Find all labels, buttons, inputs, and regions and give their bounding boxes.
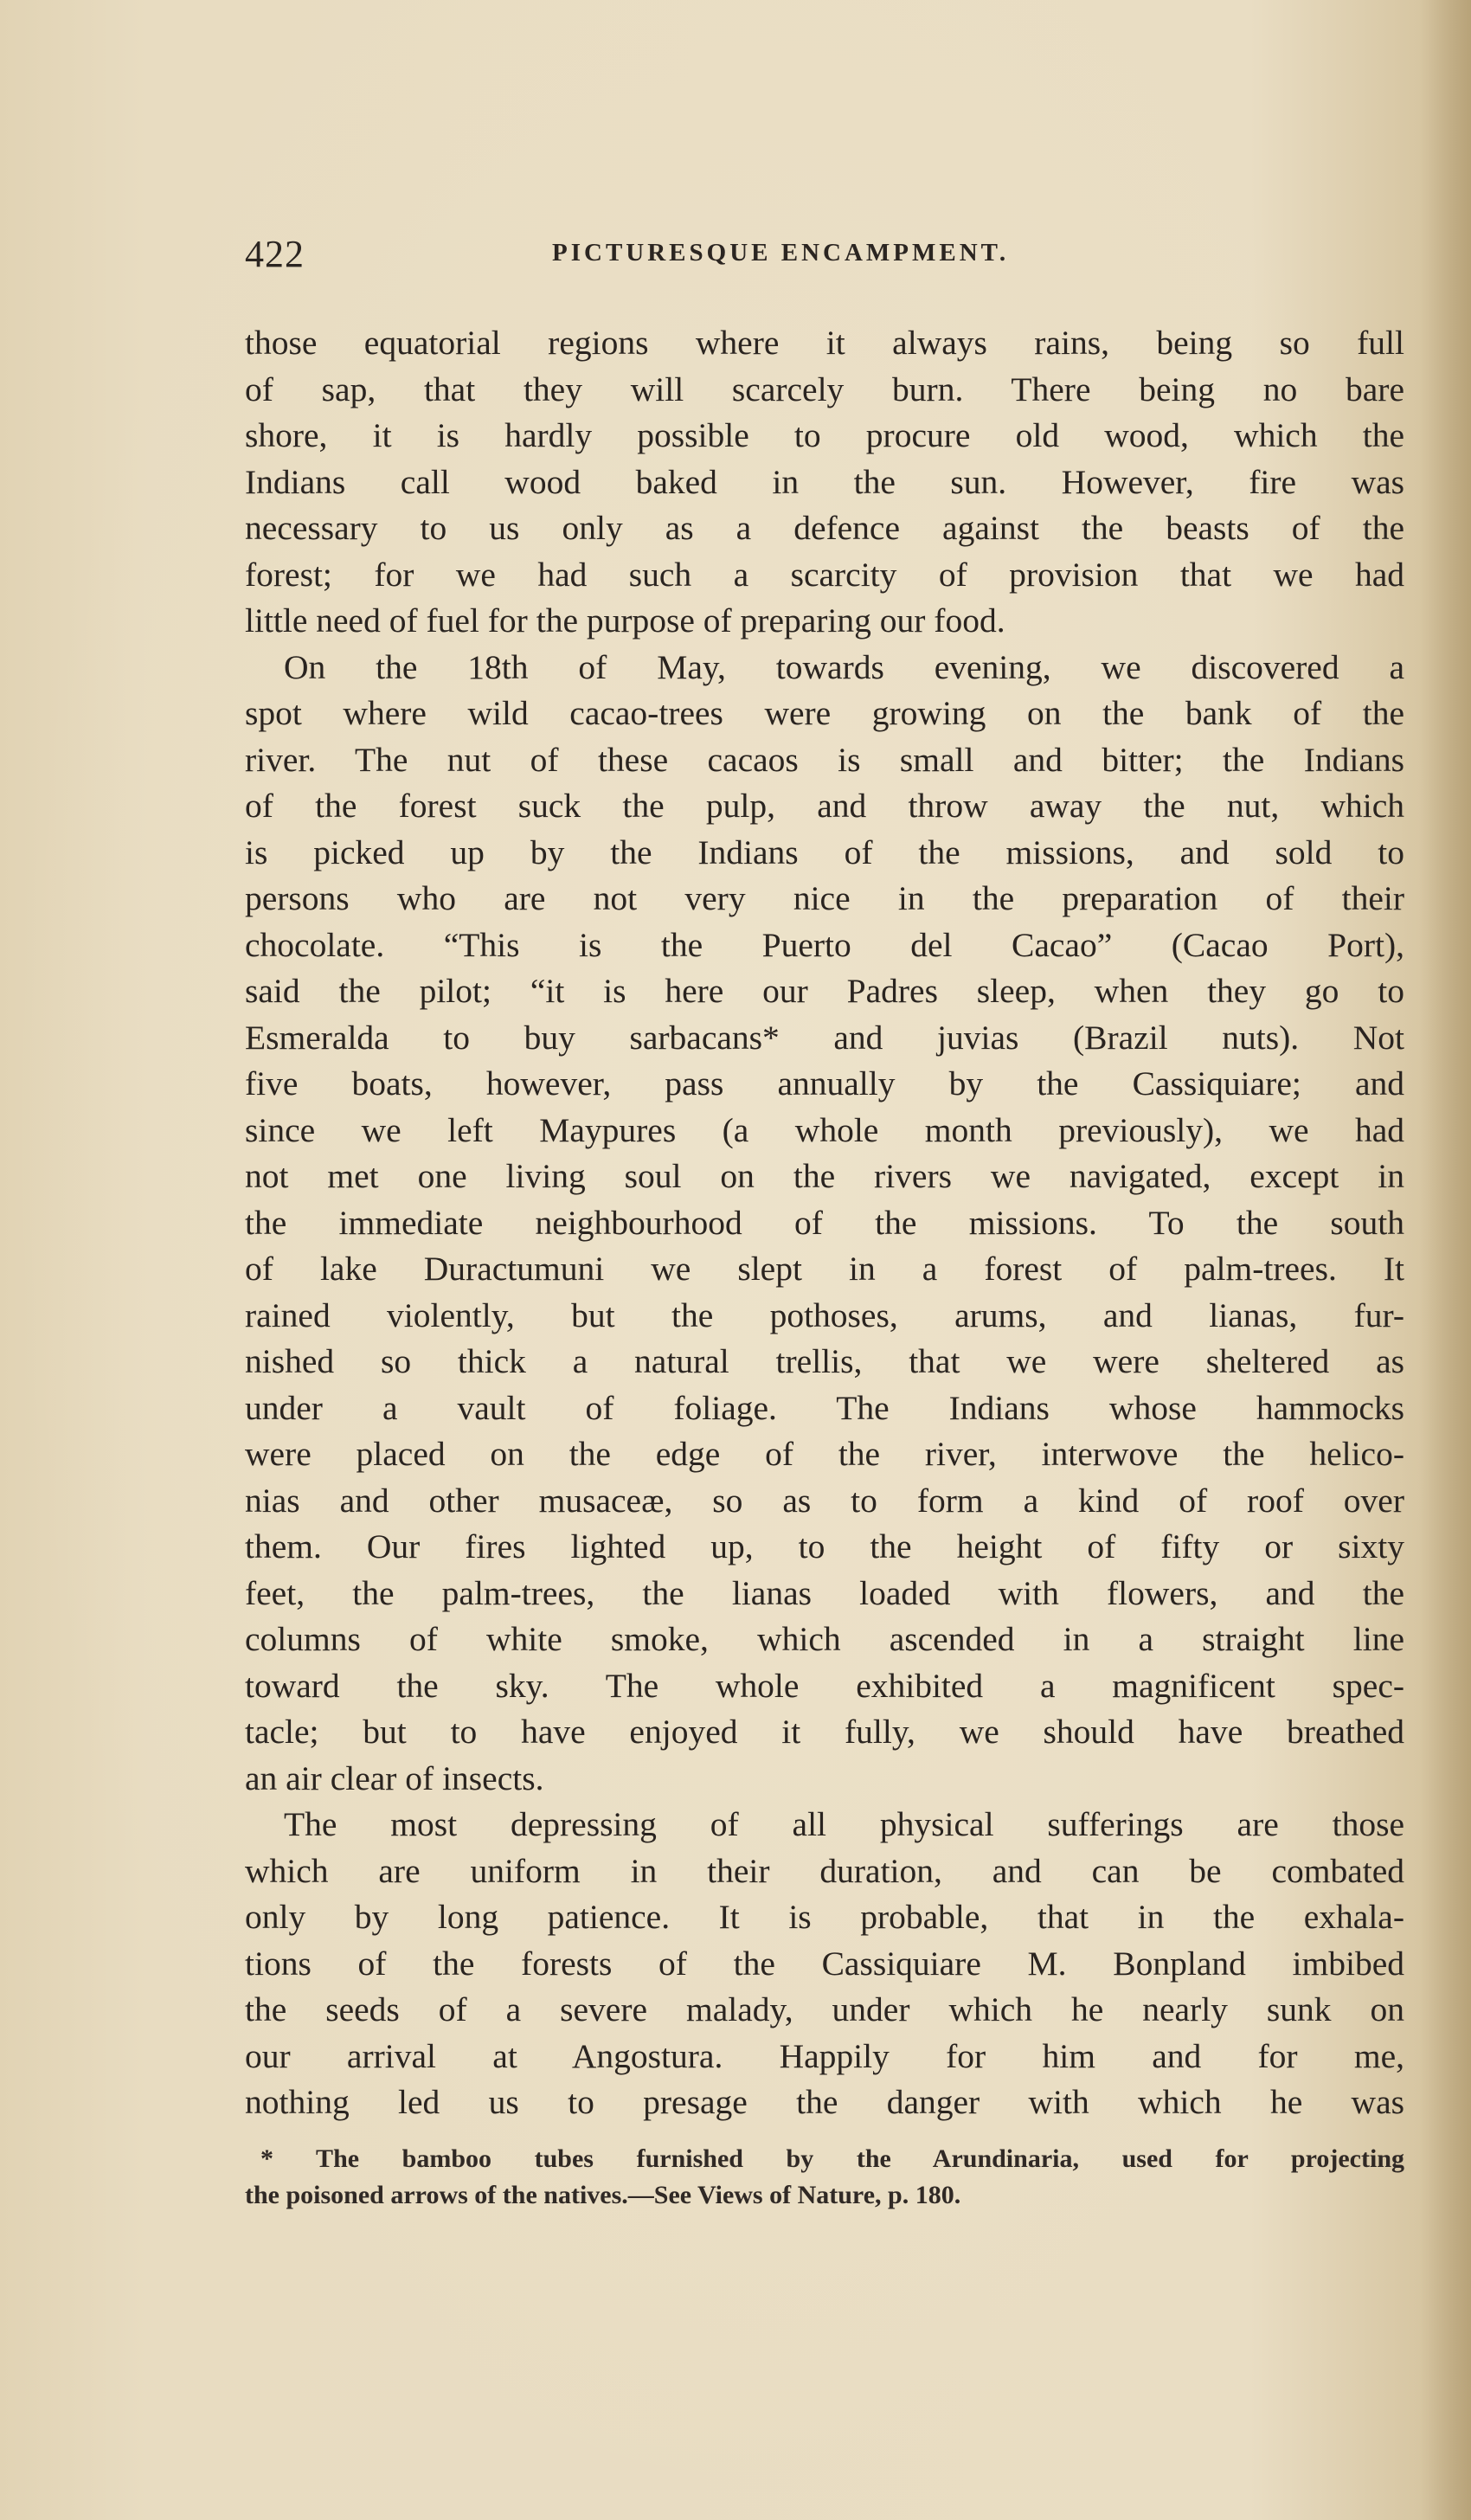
text-line: nias and other musaceæ, so as to form a kind of roof over	[245, 1481, 1404, 1520]
body-text	[245, 320, 1404, 2126]
text-line: nothing led us to presage the danger with which he was	[245, 2083, 1404, 2121]
text-line: rained violently, but the pothoses, arums, and lianas, fur-	[245, 1295, 1404, 1334]
text-line: those equatorial regions where it always rains, being so full	[245, 324, 1404, 362]
paragraph-start-line: The most depressing of all physical sufferings are those	[284, 1805, 1404, 1843]
text-line: forest; for we had such a scarcity of provision that we had	[245, 555, 1404, 594]
text-line: river. The nut of these cacaos is small and bitter; the Indians	[245, 740, 1404, 779]
text-line: persons who are not very nice in the preparation of their	[245, 879, 1404, 917]
footnote-line: * The bamboo tubes furnished by the Arundinaria, used for projecting	[260, 2144, 1404, 2173]
text-line: only by long patience. It is probable, that in the exhala-	[245, 1898, 1404, 1936]
text-line: is picked up by the Indians of the missions, and sold to	[245, 832, 1404, 871]
text-line: shore, it is hardly possible to procure old wood, which the	[245, 416, 1404, 454]
text-line: were placed on the edge of the river, interwove the helico-	[245, 1435, 1404, 1473]
paragraph-start-line: On the 18th of May, towards evening, we discovered a	[284, 647, 1404, 686]
text-line: little need of fuel for the purpose of preparing our food.	[245, 601, 1005, 640]
text-line: of the forest suck the pulp, and throw away the nut, which	[245, 787, 1404, 825]
text-line: tions of the forests of the Cassiquiare M. Bonpland imbibed	[245, 1944, 1404, 1983]
text-line: said the pilot; “it is here our Padres sleep, when they go to	[245, 972, 1404, 1010]
text-line: columns of white smoke, which ascended in a straight line	[245, 1620, 1404, 1658]
text-line: five boats, however, pass annually by the Cassiquiare; and	[245, 1064, 1404, 1102]
text-line: under a vault of foliage. The Indians whose hammocks	[245, 1388, 1404, 1427]
text-line: not met one living soul on the rivers we navigated, except in	[245, 1157, 1404, 1195]
page-edge-shadow	[1419, 0, 1471, 2520]
footnote	[245, 2141, 1404, 2214]
text-line: chocolate. “This is the Puerto del Cacao” (Cacao Port),	[245, 925, 1404, 964]
text-line: our arrival at Angostura. Happily for him and for me,	[245, 2036, 1404, 2075]
text-line: feet, the palm-trees, the lianas loaded with flowers, and the	[245, 1573, 1404, 1612]
text-line: Esmeralda to buy sarbacans* and juvias (Brazil nuts). Not	[245, 1018, 1404, 1057]
text-line: toward the sky. The whole exhibited a magnificent spec-	[245, 1666, 1404, 1705]
text-line: which are uniform in their duration, and can be combated	[245, 1851, 1404, 1890]
running-head: PICTURESQUE ENCAMPMENT.	[552, 239, 1010, 267]
text-line: of sap, that they will scarcely burn. There being no bare	[245, 370, 1404, 408]
text-line: necessary to us only as a defence against the beasts of the	[245, 509, 1404, 547]
text-line: nished so thick a natural trellis, that we were sheltered as	[245, 1342, 1404, 1380]
text-line: the seeds of a severe malady, under which he nearly sunk on	[245, 1990, 1404, 2028]
page-header	[245, 232, 1404, 284]
page-number: 422	[245, 233, 305, 275]
text-line: spot where wild cacao-trees were growing on the bank of the	[245, 694, 1404, 732]
text-line: tacle; but to have enjoyed it fully, we should have breathed	[245, 1713, 1404, 1751]
text-line: an air clear of insects.	[245, 1758, 544, 1797]
text-line: of lake Duractumuni we slept in a forest of palm-trees. It	[245, 1250, 1404, 1288]
text-line: since we left Maypures (a whole month previously), we had	[245, 1110, 1404, 1149]
text-line: them. Our fires lighted up, to the height of fifty or sixty	[245, 1527, 1404, 1565]
text-line: Indians call wood baked in the sun. However, fire was	[245, 462, 1404, 501]
text-line: the immediate neighbourhood of the missions. To the south	[245, 1203, 1404, 1242]
footnote-line: the poisoned arrows of the natives.—See Views of Nature, p. 180.	[245, 2181, 961, 2209]
